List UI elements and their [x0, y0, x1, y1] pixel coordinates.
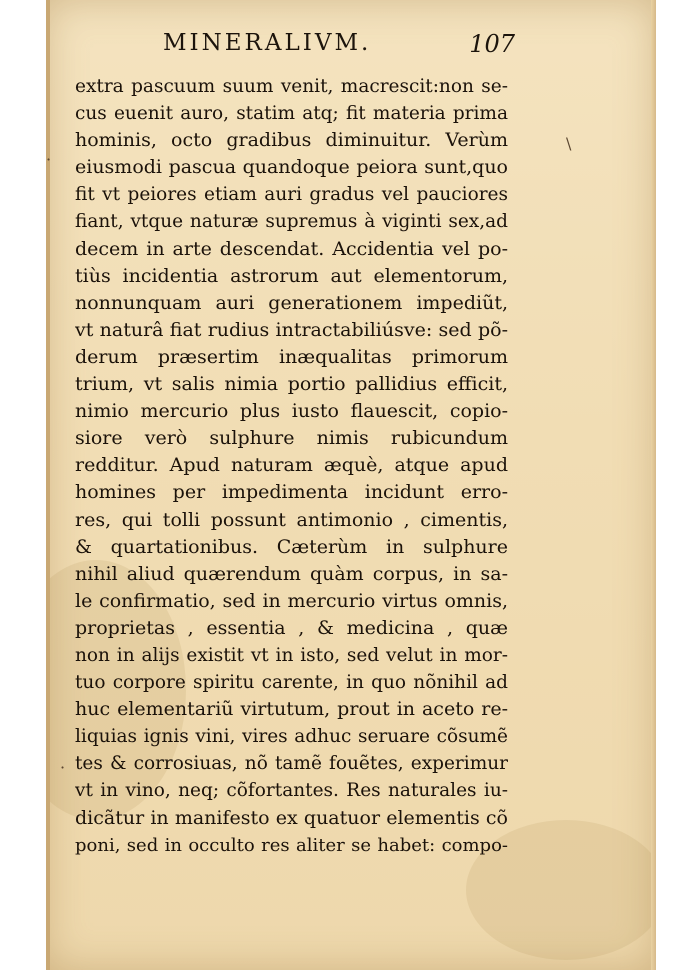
- margin-mark: \: [566, 134, 572, 153]
- text-line: fiant, vtque naturæ supremus à viginti sex,ad: [75, 211, 508, 233]
- body-text: [75, 73, 508, 859]
- page-edge-right: [651, 0, 656, 970]
- text-line: vt naturâ fiat rudius intractabiliúsve: sed põ-: [75, 318, 508, 341]
- text-line: res, qui tolli possunt antimonio , cimentis,: [75, 508, 508, 531]
- text-line: fit vt peiores etiam auri gradus vel pauciores: [75, 184, 508, 206]
- text-line: decem in arte descendat. Accidentia vel po-: [75, 237, 508, 260]
- text-line: extra pascuum suum venit, macrescit:non se-: [75, 76, 508, 97]
- text-line: nonnunquam auri generationem impediũt,: [75, 291, 508, 314]
- margin-mark: ·: [60, 758, 66, 777]
- margin-mark: ·: [46, 150, 52, 169]
- text-line: huc elementariũ virtutum, prout in aceto re-: [75, 698, 508, 721]
- text-line: non in alijs existit vt in isto, sed velut in mor-: [75, 644, 508, 666]
- text-line: nimio mercurio plus iusto flauescit, copio-: [75, 400, 508, 423]
- text-line: cus euenit auro, statim atq; fit materia prima: [75, 103, 508, 125]
- page-number: 107: [469, 30, 515, 58]
- text-line: derum præsertim inæqualitas primorum: [75, 345, 508, 368]
- text-line: liquias ignis vini, vires adhuc seruare cõsumẽ: [75, 726, 508, 748]
- text-line: eiusmodi pascua quandoque peiora sunt,quo: [75, 156, 508, 179]
- text-line: hominis, octo gradibus diminuitur. Verùm: [75, 129, 508, 152]
- text-line: vt in vino, neq; cõfortantes. Res naturales iu-: [75, 780, 508, 802]
- text-line: tes & corrosiuas, nõ tamẽ fouẽtes, experimur: [75, 753, 508, 775]
- text-line: siore verò sulphure nimis rubicundum: [75, 427, 508, 450]
- text-line: & quartationibus. Cæterùm in sulphure: [75, 535, 508, 558]
- running-title: MINERALIVM.: [163, 30, 372, 56]
- text-line: trium, vt salis nimia portio pallidius efficit,: [75, 373, 508, 396]
- text-line: le confirmatio, sed in mercurio virtus omnis,: [75, 589, 508, 612]
- page-header: [163, 30, 523, 66]
- page-edge-left: [46, 0, 50, 970]
- text-line: poni, sed in occulto res aliter se habet: compo-: [75, 834, 508, 856]
- text-line: tuo corpore spiritu carente, in quo nõnihil ad: [75, 672, 508, 694]
- text-line: tiùs incidentia astrorum aut elementorum,: [75, 264, 508, 287]
- text-line: homines per impedimenta incidunt erro-: [75, 481, 508, 504]
- text-line: nihil aliud quærendum quàm corpus, in sa-: [75, 562, 508, 585]
- text-line: proprietas , essentia , & medicina , quæ: [75, 616, 508, 639]
- text-line: redditur. Apud naturam æquè, atque apud: [75, 454, 508, 477]
- text-line: dicãtur in manifesto ex quatuor elementis cõ: [75, 806, 508, 829]
